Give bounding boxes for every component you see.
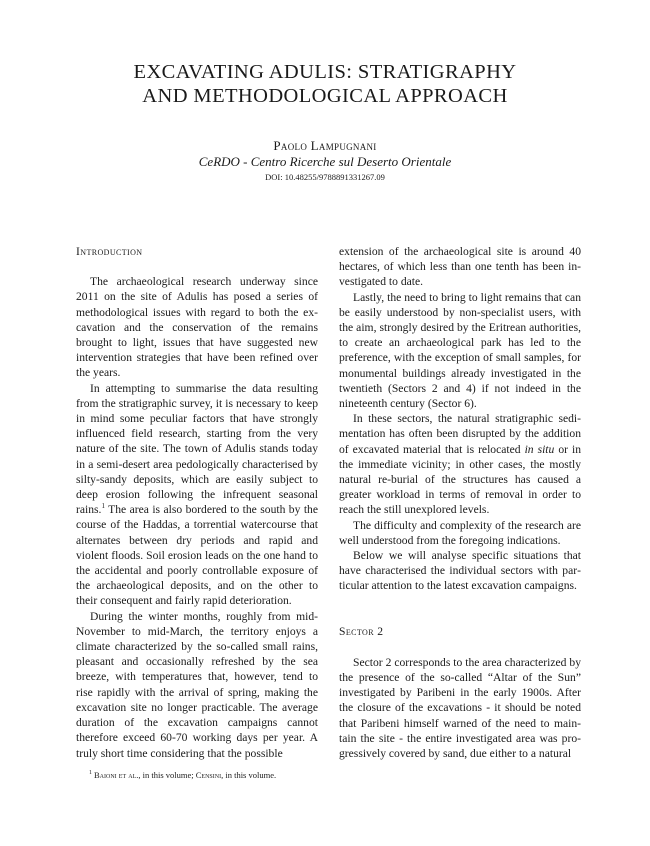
intro-paragraph-3: During the winter months, roughly from mid-November to mid-March, the territory enjoys a climate characterized by the so-called small rains, pleasant and occasionally refreshed by the sea breeze, with temperatures that, however, tend to rise rapidly with the arrival of spring, making the excavation site no longer practicable. The average duration of the excavation campaigns cannot therefore exceed 60-70 working days per year. A truly short time considering that the possible [76, 609, 318, 760]
doi-line: DOI: 10.48255/9788891331267.09 [265, 172, 385, 182]
sector-2-heading: Sector 2 [339, 624, 384, 638]
intro-paragraph-2-text-b: The area is also bordered to the south by the course of the Haddas, a torrential watercourse that alternates between dry periods and rapid and violent floods. Soil erosion leads on the one hand to the accidental and poorly controllable exposure of the archaeological deposits, and on the other to their consequent and fairly rapid deterioration. [76, 503, 318, 608]
intro-paragraph-2 [76, 381, 318, 609]
intro-paragraph-1: The archaeological research underway since 2011 on the site of Adulis has posed a series of methodological issues with regard to both the excavation and the conservation of the remains brought to light, issues that have suggested new intervention strategies that have been refined over the years. [76, 275, 318, 380]
intro-paragraph-4: Lastly, the need to bring to light remains that can be easily understood by non-specialist users, with the aim, strongly desired by the Eritrean authorities, to create an archaeological park has led to the preference, with the exception of small samples, for monumental buildings already investigated in the twentieth (Sectors 2 and 4) if not indeed in the nineteenth century (Sector 6). [339, 290, 581, 411]
title-line-2: AND METHODOLOGICAL APPROACH [142, 85, 508, 107]
intro-paragraph-6: The difficulty and complexity of the research are well understood from the foregoing indications. [339, 518, 581, 547]
intro-paragraph-5-text-a: In these sectors, the natural stratigraphic sedimentation has often been disrupted by the addition of excavated material that is relocated [339, 412, 581, 456]
author-name: Paolo Lampugnani [273, 138, 377, 153]
right-column [339, 244, 581, 761]
intro-paragraph-2-text-a: In attempting to summarise the data resulting from the stratigraphic survey, it is necessary to keep in mind some peculiar factors that have strongly influenced field research, starting from the very nature of the site. The town of Adulis stands today in a semi-desert area pedologically characterised by silty-sandy deposits, which are easily subject to deep erosion following the infrequent seasonal rains. [76, 381, 318, 517]
footnote-text-1: , in this volume; [138, 770, 196, 780]
footnote-text-2: , in this volume. [221, 770, 277, 780]
footnote-reference[interactable]: 1 [101, 502, 105, 511]
intro-paragraph-7: Below we will analyse specific situations that have characterised the individual sectors with particular attention to the latest excavation campaigns. [339, 549, 581, 593]
left-column [76, 244, 318, 761]
paper-title [0, 60, 650, 108]
footnote-1 [89, 770, 276, 780]
title-line-1: EXCAVATING ADULIS: STRATIGRAPHY [133, 61, 517, 83]
intro-paragraph-5-text-b: or in the immediate vicinity; in other cases, the mostly natural re-burial of the structures has caused a greater workload in terms of removal in order to reach the still unexplored levels. [339, 442, 581, 517]
footnote-citation-1: Baioni et al. [94, 770, 139, 780]
introduction-heading: Introduction [76, 245, 143, 258]
footnote-citation-2: Censini [195, 770, 222, 780]
footnote-mark: 1 [89, 770, 92, 777]
intro-paragraph-3-continued: extension of the archaeological site is around 40 hectares, of which less than one tenth has been investigated to date. [339, 245, 581, 289]
sector-2-paragraph-1: Sector 2 corresponds to the area characterized by the presence of the so-called “Altar of the Sun” investigated by Paribeni in the early 1900s. After the closure of the excavations - it should be noted that Paribeni himself warned of the need to maintain the site - the entire investigated area was progressively covered by sand, due either to a natural [339, 655, 581, 761]
intro-paragraph-5 [339, 411, 581, 517]
author-affiliation: CeRDO - Centro Ricerche sul Deserto Orientale [198, 154, 452, 169]
in-situ-italic: in situ [524, 442, 555, 456]
